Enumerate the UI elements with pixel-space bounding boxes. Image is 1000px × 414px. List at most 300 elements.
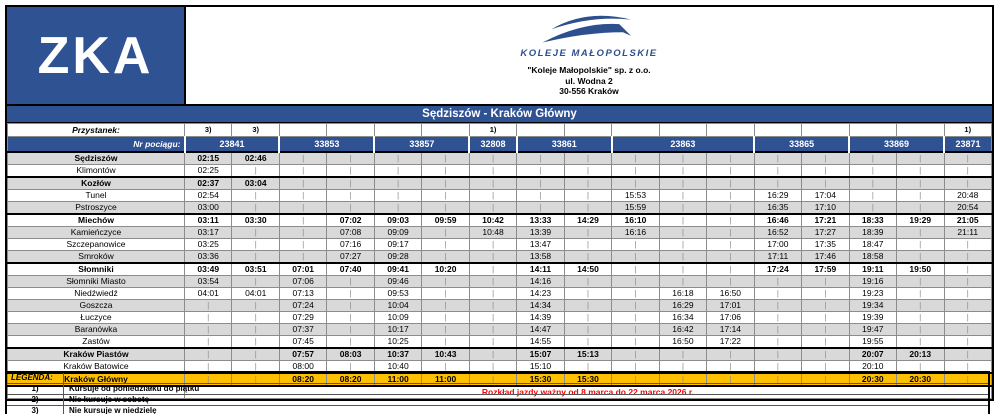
time-cell: 17:22 <box>707 336 754 349</box>
time-cell: 10:17 <box>374 324 421 336</box>
legend-mark: 3) <box>6 406 64 414</box>
legend-text: Kursuje od poniedziałku do piątku <box>64 384 990 395</box>
time-cell: | <box>802 361 849 374</box>
time-cell: 16:46 <box>754 214 801 227</box>
time-cell: 10:20 <box>422 263 469 276</box>
station-cell: Kraków Główny <box>8 373 185 386</box>
note-cell <box>422 124 469 137</box>
legend-header-spacer <box>64 372 990 384</box>
time-cell: 10:48 <box>469 227 516 239</box>
train-number-cell: 33857 <box>374 137 469 153</box>
route-title: Sędziszów - Kraków Główny <box>7 104 992 123</box>
time-cell: | <box>944 300 992 312</box>
time-cell: 02:37 <box>185 177 232 190</box>
time-cell: | <box>802 152 849 165</box>
time-cell: 18:47 <box>849 239 896 251</box>
time-cell: 17:21 <box>802 214 849 227</box>
legend-mark: 2) <box>6 395 64 406</box>
time-cell: 17:35 <box>802 239 849 251</box>
time-cell: | <box>327 177 374 190</box>
time-cell: | <box>612 177 659 190</box>
time-cell: 17:14 <box>707 324 754 336</box>
time-cell: 17:00 <box>754 239 801 251</box>
time-cell: 13:39 <box>517 227 564 239</box>
legend-mark: 1) <box>6 384 64 395</box>
time-cell: | <box>469 177 516 190</box>
time-cell: | <box>232 312 279 324</box>
time-cell: 02:25 <box>185 165 232 178</box>
table-row <box>8 300 992 312</box>
time-cell: 02:46 <box>232 152 279 165</box>
brand-area <box>186 7 992 104</box>
time-cell: | <box>232 373 279 386</box>
time-cell: 19:16 <box>849 276 896 288</box>
time-cell: | <box>802 373 849 386</box>
station-cell: Pstroszyce <box>8 202 185 215</box>
time-cell: | <box>564 177 611 190</box>
time-cell: | <box>185 300 232 312</box>
time-cell: | <box>232 361 279 374</box>
company-street: ul. Wodna 2 <box>565 75 613 86</box>
time-cell: 04:01 <box>185 288 232 300</box>
time-cell: | <box>659 227 706 239</box>
time-cell: 07:40 <box>327 263 374 276</box>
time-cell: 09:09 <box>374 227 421 239</box>
time-cell: | <box>849 190 896 202</box>
time-cell: | <box>897 165 944 178</box>
note-cell <box>802 124 849 137</box>
time-cell: | <box>327 190 374 202</box>
time-cell: 16:50 <box>659 336 706 349</box>
time-cell: 19:47 <box>849 324 896 336</box>
time-cell: 10:43 <box>422 348 469 361</box>
time-cell: 15:53 <box>612 190 659 202</box>
time-cell: 17:11 <box>754 251 801 264</box>
notes-row <box>8 124 992 137</box>
time-cell: 20:30 <box>849 373 896 386</box>
time-cell: | <box>612 251 659 264</box>
time-cell: 20:30 <box>897 373 944 386</box>
time-cell: | <box>469 336 516 349</box>
time-cell: | <box>564 202 611 215</box>
time-cell: | <box>612 300 659 312</box>
time-cell: | <box>279 251 326 264</box>
time-cell: | <box>754 177 801 190</box>
time-cell: 09:03 <box>374 214 421 227</box>
time-cell: | <box>185 336 232 349</box>
time-cell: | <box>422 288 469 300</box>
time-cell: | <box>802 300 849 312</box>
time-cell: | <box>469 361 516 374</box>
note-cell: 1) <box>469 124 516 137</box>
time-cell: | <box>469 165 516 178</box>
time-cell: | <box>707 202 754 215</box>
timetable <box>7 123 992 399</box>
note-cell <box>612 124 659 137</box>
time-cell: | <box>897 152 944 165</box>
note-cell <box>897 124 944 137</box>
time-cell: | <box>897 361 944 374</box>
time-cell: 21:05 <box>944 214 992 227</box>
company-address <box>527 65 650 97</box>
time-cell: | <box>754 324 801 336</box>
note-cell: 3) <box>232 124 279 137</box>
train-number-cell: 23841 <box>185 137 280 153</box>
station-cell: Baranówka <box>8 324 185 336</box>
brand-name: KOLEJE MAŁOPOLSKIE <box>520 48 658 59</box>
time-cell: | <box>897 190 944 202</box>
time-cell: 09:59 <box>422 214 469 227</box>
time-cell: | <box>517 202 564 215</box>
time-cell: | <box>232 276 279 288</box>
time-cell: 14:39 <box>517 312 564 324</box>
time-cell: | <box>659 276 706 288</box>
time-cell: 19:11 <box>849 263 896 276</box>
time-cell: | <box>232 251 279 264</box>
time-cell: | <box>517 190 564 202</box>
time-cell: | <box>754 300 801 312</box>
time-cell: 15:30 <box>517 373 564 386</box>
time-cell: | <box>944 276 992 288</box>
time-cell: 07:08 <box>327 227 374 239</box>
time-cell: | <box>659 202 706 215</box>
train-number-cell: 33869 <box>849 137 944 153</box>
time-cell: | <box>944 239 992 251</box>
time-cell: | <box>327 361 374 374</box>
time-cell: 03:51 <box>232 263 279 276</box>
table-row <box>8 324 992 336</box>
time-cell: 07:13 <box>279 288 326 300</box>
time-cell: | <box>944 361 992 374</box>
time-cell: | <box>944 336 992 349</box>
table-row <box>8 190 992 202</box>
time-cell: | <box>754 165 801 178</box>
time-cell: | <box>422 361 469 374</box>
note-cell <box>707 124 754 137</box>
time-cell: | <box>802 312 849 324</box>
time-cell: | <box>897 251 944 264</box>
time-cell: | <box>469 202 516 215</box>
time-cell: | <box>944 312 992 324</box>
time-cell: | <box>897 288 944 300</box>
time-cell: 14:50 <box>564 263 611 276</box>
table-row <box>8 177 992 190</box>
time-cell: | <box>612 152 659 165</box>
time-cell: | <box>517 152 564 165</box>
time-cell: 17:10 <box>802 202 849 215</box>
time-cell: | <box>279 239 326 251</box>
time-cell: 19:29 <box>897 214 944 227</box>
time-cell: 16:29 <box>659 300 706 312</box>
time-cell: | <box>564 276 611 288</box>
time-cell: | <box>374 165 421 178</box>
time-cell: 16:42 <box>659 324 706 336</box>
time-cell: | <box>754 336 801 349</box>
time-cell: | <box>707 276 754 288</box>
time-cell: | <box>659 373 706 386</box>
time-cell: | <box>612 336 659 349</box>
time-cell: | <box>612 312 659 324</box>
time-cell: | <box>232 300 279 312</box>
time-cell: 09:28 <box>374 251 421 264</box>
time-cell: | <box>185 373 232 386</box>
time-cell: | <box>232 202 279 215</box>
time-cell: | <box>469 373 516 386</box>
time-cell: | <box>469 288 516 300</box>
table-row <box>8 312 992 324</box>
time-cell: | <box>469 276 516 288</box>
time-cell: | <box>707 190 754 202</box>
time-cell: | <box>422 276 469 288</box>
time-cell: | <box>469 152 516 165</box>
station-cell: Kraków Batowice <box>8 361 185 374</box>
time-cell: | <box>944 288 992 300</box>
station-cell: Słomniki Miasto <box>8 276 185 288</box>
station-cell: Smroków <box>8 251 185 264</box>
time-cell: 13:47 <box>517 239 564 251</box>
time-cell: 03:30 <box>232 214 279 227</box>
table-row <box>8 152 992 165</box>
time-cell: | <box>659 152 706 165</box>
time-cell: | <box>564 300 611 312</box>
time-cell: | <box>232 190 279 202</box>
time-cell: | <box>374 190 421 202</box>
time-cell: | <box>517 165 564 178</box>
time-cell: 07:27 <box>327 251 374 264</box>
time-cell: 07:16 <box>327 239 374 251</box>
time-cell: | <box>564 239 611 251</box>
time-cell: | <box>802 165 849 178</box>
train-no-label: Nr pociągu: <box>8 137 185 153</box>
time-cell: | <box>279 190 326 202</box>
time-cell: 16:18 <box>659 288 706 300</box>
time-cell: | <box>659 190 706 202</box>
time-cell: | <box>659 263 706 276</box>
time-cell: 19:34 <box>849 300 896 312</box>
time-cell: 08:03 <box>327 348 374 361</box>
time-cell: | <box>944 348 992 361</box>
time-cell: | <box>327 152 374 165</box>
station-cell: Klimontów <box>8 165 185 178</box>
company-city: 30-556 Kraków <box>559 86 619 97</box>
time-cell: | <box>707 361 754 374</box>
time-cell: | <box>564 361 611 374</box>
time-cell: | <box>279 227 326 239</box>
time-cell: | <box>659 177 706 190</box>
time-cell: | <box>944 177 992 190</box>
time-cell: | <box>944 165 992 178</box>
time-cell: | <box>185 324 232 336</box>
time-cell: 03:11 <box>185 214 232 227</box>
station-cell: Słomniki <box>8 263 185 276</box>
time-cell: 07:45 <box>279 336 326 349</box>
time-cell: | <box>707 152 754 165</box>
station-cell: Miechów <box>8 214 185 227</box>
time-cell: | <box>185 361 232 374</box>
time-cell: | <box>707 263 754 276</box>
time-cell: | <box>707 165 754 178</box>
sheet-header <box>7 7 992 104</box>
note-cell <box>564 124 611 137</box>
time-cell: 03:00 <box>185 202 232 215</box>
station-cell: Tunel <box>8 190 185 202</box>
time-cell: | <box>469 348 516 361</box>
time-cell: | <box>232 336 279 349</box>
time-cell: 19:50 <box>897 263 944 276</box>
legend-title: LEGENDA: <box>6 372 64 384</box>
note-cell <box>327 124 374 137</box>
time-cell: 07:37 <box>279 324 326 336</box>
time-cell: | <box>469 239 516 251</box>
time-cell: | <box>564 165 611 178</box>
time-cell: | <box>564 312 611 324</box>
time-cell: 17:59 <box>802 263 849 276</box>
time-cell: | <box>612 361 659 374</box>
note-cell <box>517 124 564 137</box>
time-cell: 19:55 <box>849 336 896 349</box>
time-cell: | <box>897 324 944 336</box>
time-cell: 15:59 <box>612 202 659 215</box>
zka-label: ZKA <box>37 26 154 85</box>
time-cell: | <box>422 152 469 165</box>
time-cell: | <box>185 312 232 324</box>
time-cell: 07:29 <box>279 312 326 324</box>
time-cell: 20:54 <box>944 202 992 215</box>
time-cell: | <box>897 300 944 312</box>
time-cell: | <box>659 239 706 251</box>
time-cell: | <box>897 276 944 288</box>
time-cell: | <box>659 251 706 264</box>
time-cell: 09:46 <box>374 276 421 288</box>
time-cell: | <box>564 288 611 300</box>
note-cell: 3) <box>185 124 232 137</box>
time-cell: 03:36 <box>185 251 232 264</box>
note-cell <box>279 124 326 137</box>
time-cell: | <box>707 373 754 386</box>
time-cell: 09:53 <box>374 288 421 300</box>
time-cell: | <box>469 324 516 336</box>
legend-text: Nie kursuje w sobotę <box>64 395 990 406</box>
time-cell: 16:50 <box>707 288 754 300</box>
train-number-cell: 23863 <box>612 137 754 153</box>
time-cell: | <box>659 165 706 178</box>
time-cell: 16:35 <box>754 202 801 215</box>
legend-text: Nie kursuje w niedzielę <box>64 406 990 414</box>
time-cell: | <box>279 152 326 165</box>
time-cell: | <box>469 263 516 276</box>
time-cell: | <box>754 373 801 386</box>
time-cell: 13:33 <box>517 214 564 227</box>
time-cell: | <box>469 190 516 202</box>
stop-header-label: Przystanek: <box>8 124 185 137</box>
time-cell: 20:48 <box>944 190 992 202</box>
time-cell: | <box>612 263 659 276</box>
time-cell: 15:13 <box>564 348 611 361</box>
time-cell: 11:00 <box>422 373 469 386</box>
time-cell: | <box>422 251 469 264</box>
time-cell: | <box>564 336 611 349</box>
time-cell: 16:10 <box>612 214 659 227</box>
time-cell: 19:39 <box>849 312 896 324</box>
time-cell: | <box>327 312 374 324</box>
time-cell: | <box>659 361 706 374</box>
time-cell: 15:30 <box>564 373 611 386</box>
time-cell: 14:16 <box>517 276 564 288</box>
zka-badge <box>7 7 186 104</box>
time-cell: 16:52 <box>754 227 801 239</box>
time-cell: | <box>232 165 279 178</box>
station-cell: Niedźwiedź <box>8 288 185 300</box>
time-cell: | <box>232 348 279 361</box>
time-cell: | <box>944 373 992 386</box>
time-cell: | <box>327 276 374 288</box>
time-cell: 17:01 <box>707 300 754 312</box>
station-cell: Sędziszów <box>8 152 185 165</box>
company-name: "Koleje Małopolskie" sp. z o.o. <box>527 65 651 75</box>
table-row <box>8 336 992 349</box>
time-cell: | <box>707 227 754 239</box>
time-cell: | <box>802 348 849 361</box>
note-cell <box>849 124 896 137</box>
time-cell: 07:57 <box>279 348 326 361</box>
time-cell: | <box>327 202 374 215</box>
time-cell: | <box>659 348 706 361</box>
time-cell: 07:02 <box>327 214 374 227</box>
koleje-malopolskie-logo-icon <box>541 13 637 47</box>
time-cell: 17:27 <box>802 227 849 239</box>
time-cell: | <box>944 263 992 276</box>
time-cell: | <box>707 239 754 251</box>
time-cell: 18:33 <box>849 214 896 227</box>
time-cell: 11:00 <box>374 373 421 386</box>
time-cell: | <box>232 227 279 239</box>
time-cell: | <box>754 288 801 300</box>
time-cell: | <box>707 348 754 361</box>
time-cell: | <box>374 177 421 190</box>
time-cell: 03:17 <box>185 227 232 239</box>
time-cell: | <box>327 165 374 178</box>
time-cell: | <box>422 165 469 178</box>
time-cell: | <box>327 288 374 300</box>
time-cell: | <box>612 165 659 178</box>
time-cell: 14:34 <box>517 300 564 312</box>
table-row <box>8 214 992 227</box>
train-number-cell: 33853 <box>279 137 374 153</box>
time-cell: 13:58 <box>517 251 564 264</box>
time-cell: | <box>849 165 896 178</box>
time-cell: | <box>612 348 659 361</box>
table-row <box>8 239 992 251</box>
time-cell: 18:58 <box>849 251 896 264</box>
time-cell: 17:46 <box>802 251 849 264</box>
time-cell: 10:40 <box>374 361 421 374</box>
time-cell: | <box>754 312 801 324</box>
time-cell: | <box>232 324 279 336</box>
legend-header-row <box>6 372 989 384</box>
time-cell: 15:10 <box>517 361 564 374</box>
station-cell: Szczepanowice <box>8 239 185 251</box>
time-cell: 16:29 <box>754 190 801 202</box>
legend-item <box>6 384 989 395</box>
time-cell: | <box>802 336 849 349</box>
time-cell: | <box>849 152 896 165</box>
legend-item <box>6 395 989 406</box>
time-cell: | <box>422 300 469 312</box>
validity-note: Rozkład jazdy ważny od 8 marca do 22 marca 2026 r. <box>185 386 992 399</box>
time-cell: | <box>374 152 421 165</box>
time-cell: 20:10 <box>849 361 896 374</box>
time-cell: | <box>612 288 659 300</box>
